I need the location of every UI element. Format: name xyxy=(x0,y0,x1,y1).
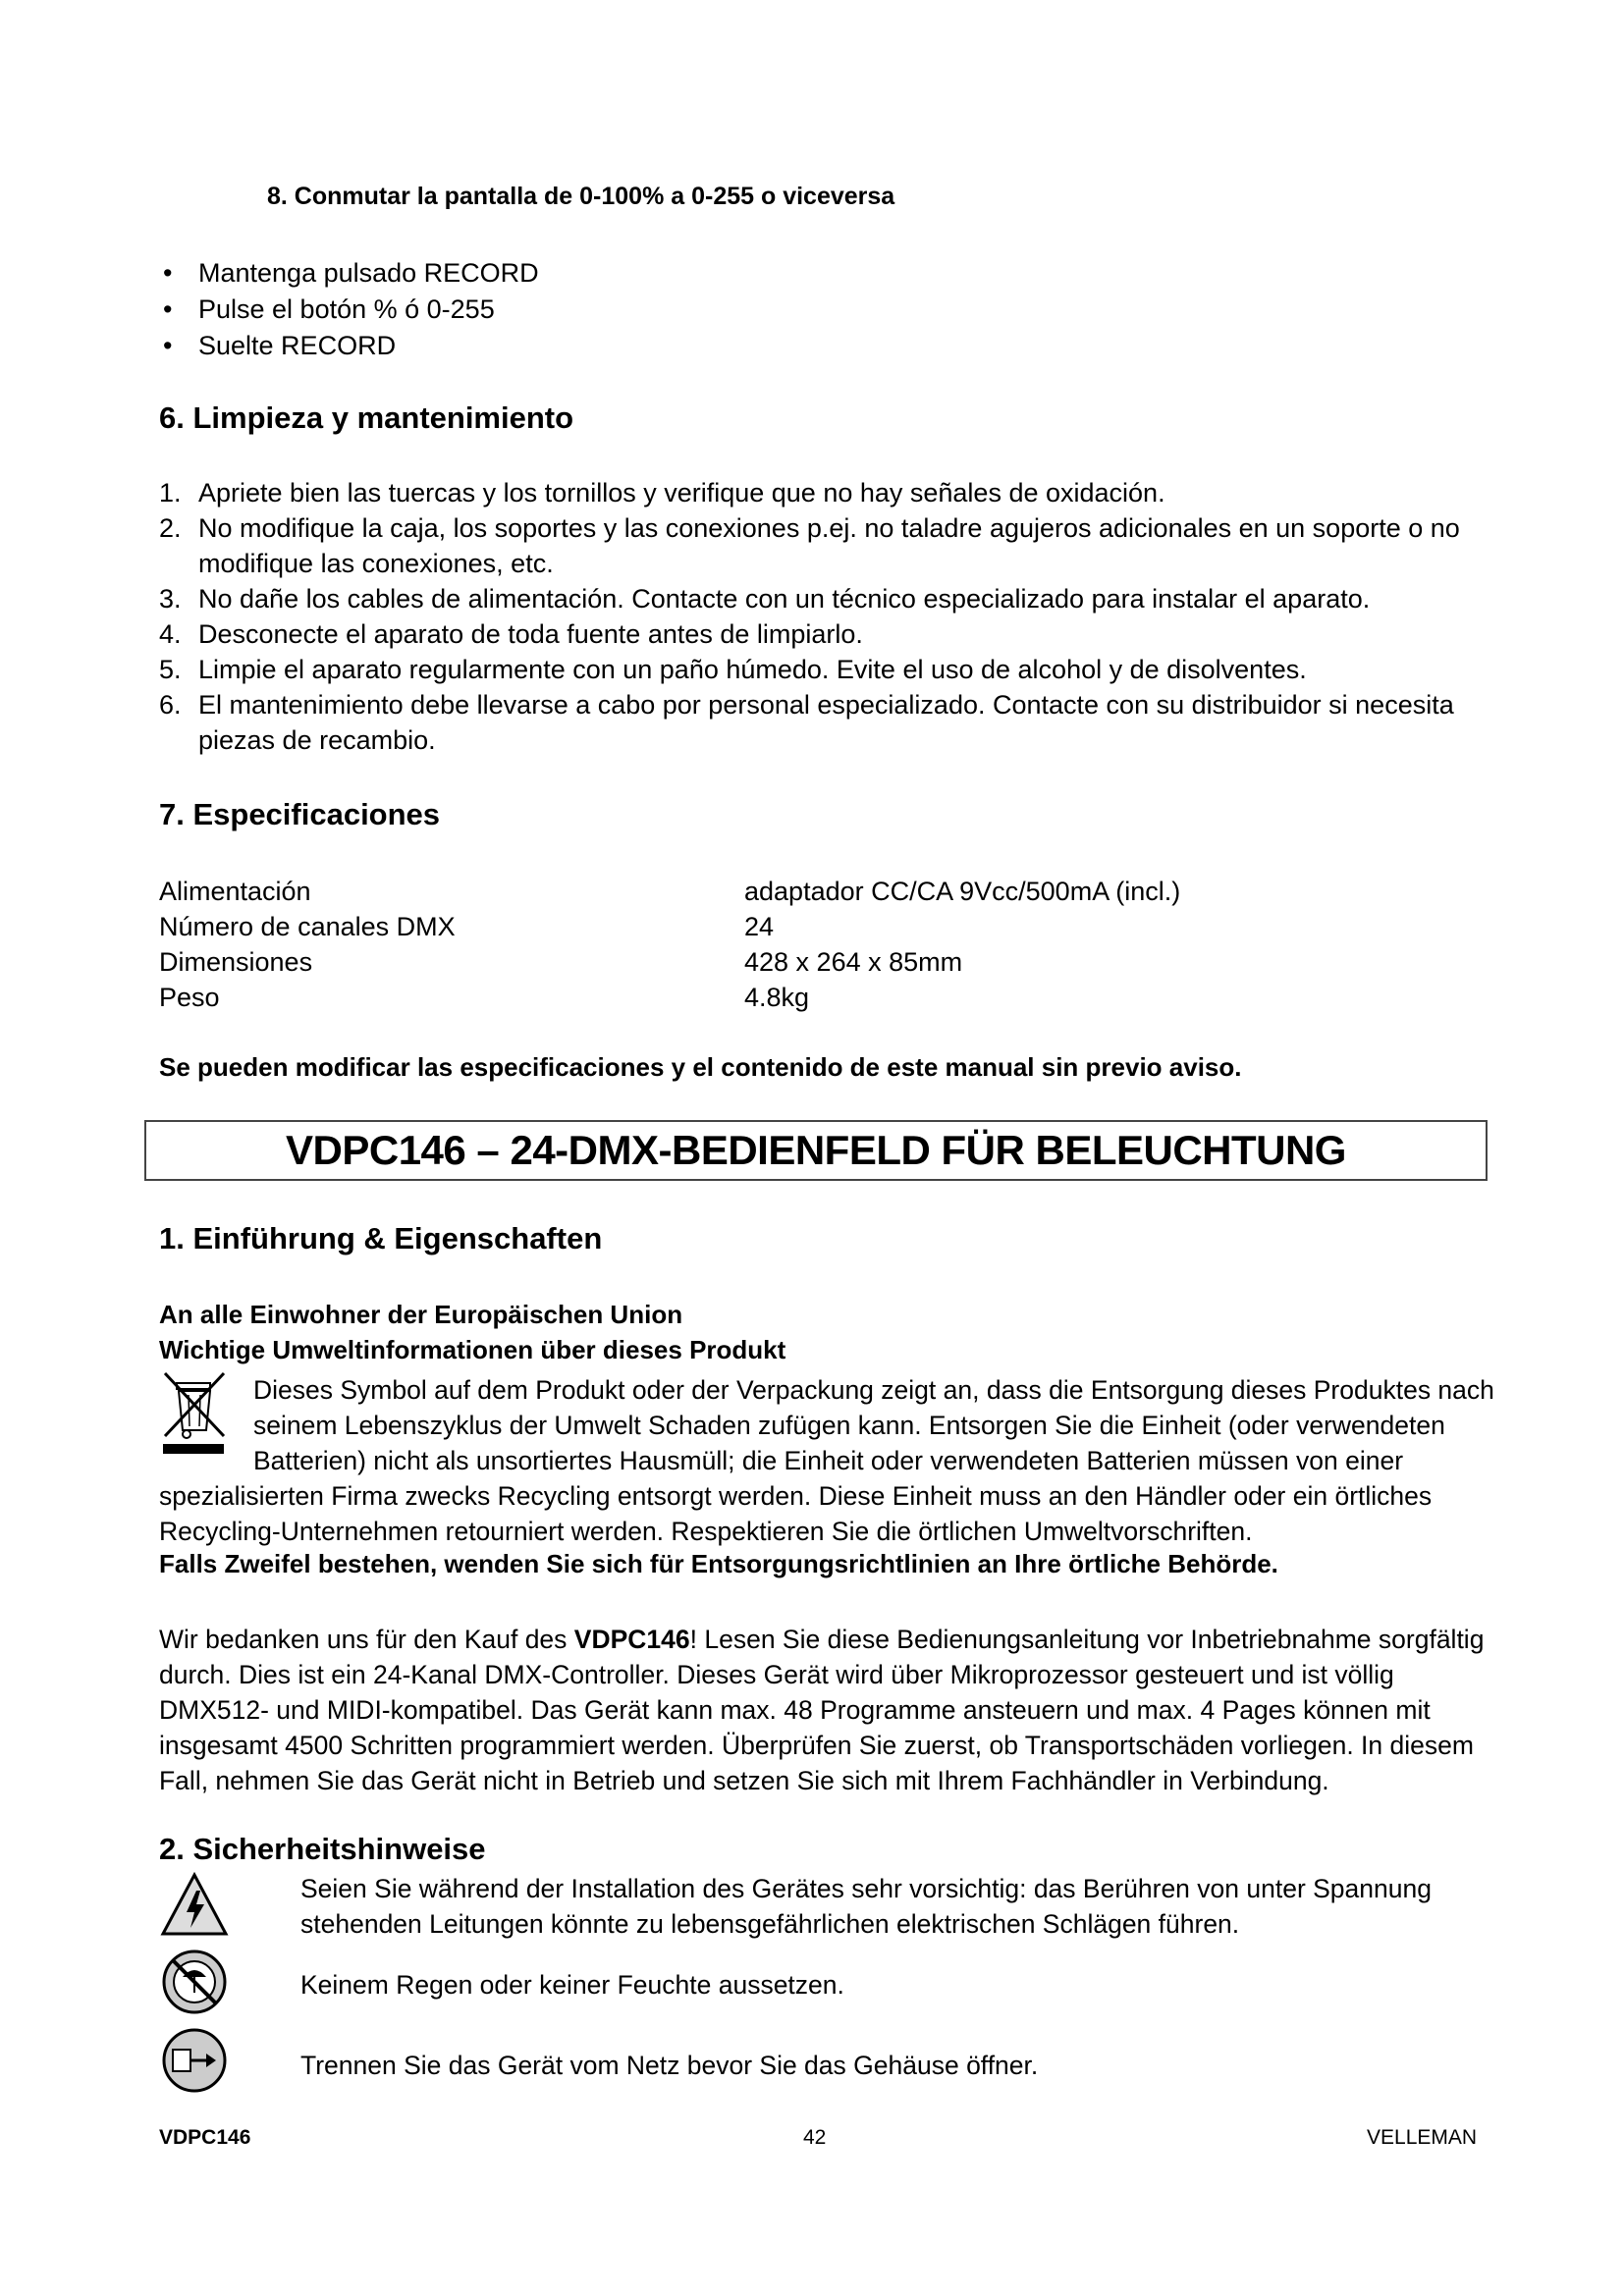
heading-limpieza: 6. Limpieza y mantenimiento xyxy=(159,400,574,435)
list-item: • Suelte RECORD xyxy=(159,328,539,364)
thanks-line: Fall, nehmen Sie das Gerät nicht in Betrieb und setzen Sie sich mit Ihrem Fachhändler in Verbindung. xyxy=(159,1766,1329,1795)
spec-table xyxy=(159,874,1494,1015)
list-item: 6. El mantenimiento debe llevarse a cabo por personal especializado. Contacte con su distribuidor si necesita piezas de recambio. xyxy=(159,690,1454,755)
record-steps-list xyxy=(159,255,539,364)
maintenance-list xyxy=(159,475,1494,758)
weee-text-line: seinem Lebenszyklus der Umwelt Schaden zufügen kann. Entsorgen Sie die Einheit (oder verwendeten xyxy=(253,1411,1445,1440)
heading-especificaciones: 7. Especificaciones xyxy=(159,797,441,831)
thanks-line: insgesamt 4500 Schritten programmiert werden. Überprüfen Sie zuerst, ob Transportschäden vorliegen. In diesem xyxy=(159,1731,1474,1760)
no-rain-icon xyxy=(159,1948,230,2016)
spec-row: Alimentación adaptador CC/CA 9Vcc/500mA (incl.) xyxy=(159,877,1181,906)
subheading-switch-display: 8. Conmutar la pantalla de 0-100% a 0-255 o viceversa xyxy=(267,183,895,210)
list-item: • Pulse el botón % ó 0-255 xyxy=(159,292,539,328)
heading-einfuehrung: 1. Einführung & Eigenschaften xyxy=(159,1221,603,1255)
list-item: 5. Limpie el aparato regularmente con un paño húmedo. Evite el uso de alcohol y de disolventes. xyxy=(159,655,1307,684)
spec-row: Dimensiones 428 x 264 x 85mm xyxy=(159,947,963,977)
german-section-title: VDPC146 – 24-DMX-BEDIENFELD FÜR BELEUCHTUNG xyxy=(144,1120,1488,1181)
thanks-line: DMX512- und MIDI-kompatibel. Das Gerät kann max. 48 Programme ansteuern und max. 4 Pages können mit xyxy=(159,1695,1431,1725)
eu-notice-line2: Wichtige Umweltinformationen über dieses Produkt xyxy=(159,1335,786,1364)
footer-model: VDPC146 xyxy=(159,2126,251,2149)
page-number: 42 xyxy=(803,2126,827,2149)
unplug-power-icon xyxy=(159,2026,230,2095)
safety-text-line: Seien Sie während der Installation des Gerätes sehr vorsichtig: das Berühren von unter Spannung xyxy=(300,1874,1432,1903)
list-item: • Mantenga pulsado RECORD xyxy=(159,255,539,292)
weee-bin-icon xyxy=(159,1367,230,1456)
safety-text-line: Keinem Regen oder keiner Feuchte aussetzen. xyxy=(300,1970,844,2000)
spec-row: Número de canales DMX 24 xyxy=(159,912,775,941)
thanks-first-line: Wir bedanken uns für den Kauf des VDPC146! Lesen Sie diese Bedienungsanleitung vor Inbetriebnahme sorgfältig xyxy=(159,1625,1485,1654)
weee-text-line: Dieses Symbol auf dem Produkt oder der Verpackung zeigt an, dass die Entsorgung dieses Produktes nach xyxy=(253,1375,1494,1405)
list-item: 3. No dañe los cables de alimentación. Contacte con un técnico especializado para instalar el aparato. xyxy=(159,584,1371,614)
weee-text-line: Batterien) nicht als unsortiertes Hausmüll; die Einheit oder verwendeten Batterien müssen von einer xyxy=(253,1446,1404,1475)
list-item: 2. No modifique la caja, los soportes y las conexiones p.ej. no taladre agujeros adicionales en un soporte o no modifique las conexiones, etc. xyxy=(159,513,1460,578)
eu-notice-line1: An alle Einwohner der Europäischen Union xyxy=(159,1300,683,1329)
weee-text-line: spezialisierten Firma zwecks Recycling entsorgt werden. Diese Einheit muss an den Händler oder ein örtliches xyxy=(159,1481,1433,1511)
weee-text-line: Recycling-Unternehmen retourniert werden. Respektieren Sie die örtlichen Umweltvorschriften. xyxy=(159,1517,1253,1546)
thanks-line: durch. Dies ist ein 24-Kanal DMX-Controller. Dieses Gerät wird über Mikroprozessor gesteuert und ist völlig xyxy=(159,1660,1394,1689)
safety-text-line: Trennen Sie das Gerät vom Netz bevor Sie das Gehäuse öffner. xyxy=(300,2051,1039,2080)
spec-change-note: Se pueden modificar las especificaciones y el contenido de este manual sin previo aviso. xyxy=(159,1052,1242,1082)
footer-brand: VELLEMAN xyxy=(1367,2126,1478,2149)
disposal-doubt-note: Falls Zweifel bestehen, wenden Sie sich für Entsorgungsrichtlinien an Ihre örtliche Behörde. xyxy=(159,1549,1278,1578)
safety-text-line: stehenden Leitungen könnte zu lebensgefährlichen elektrischen Schlägen führen. xyxy=(300,1909,1240,1939)
heading-sicherheit: 2. Sicherheitshinweise xyxy=(159,1832,486,1866)
electric-shock-warning-icon xyxy=(159,1871,230,1940)
list-item: 4. Desconecte el aparato de toda fuente antes de limpiarlo. xyxy=(159,619,863,649)
spec-row: Peso 4.8kg xyxy=(159,983,810,1012)
list-item: 1. Apriete bien las tuercas y los tornillos y verifique que no hay señales de oxidación. xyxy=(159,478,1165,507)
